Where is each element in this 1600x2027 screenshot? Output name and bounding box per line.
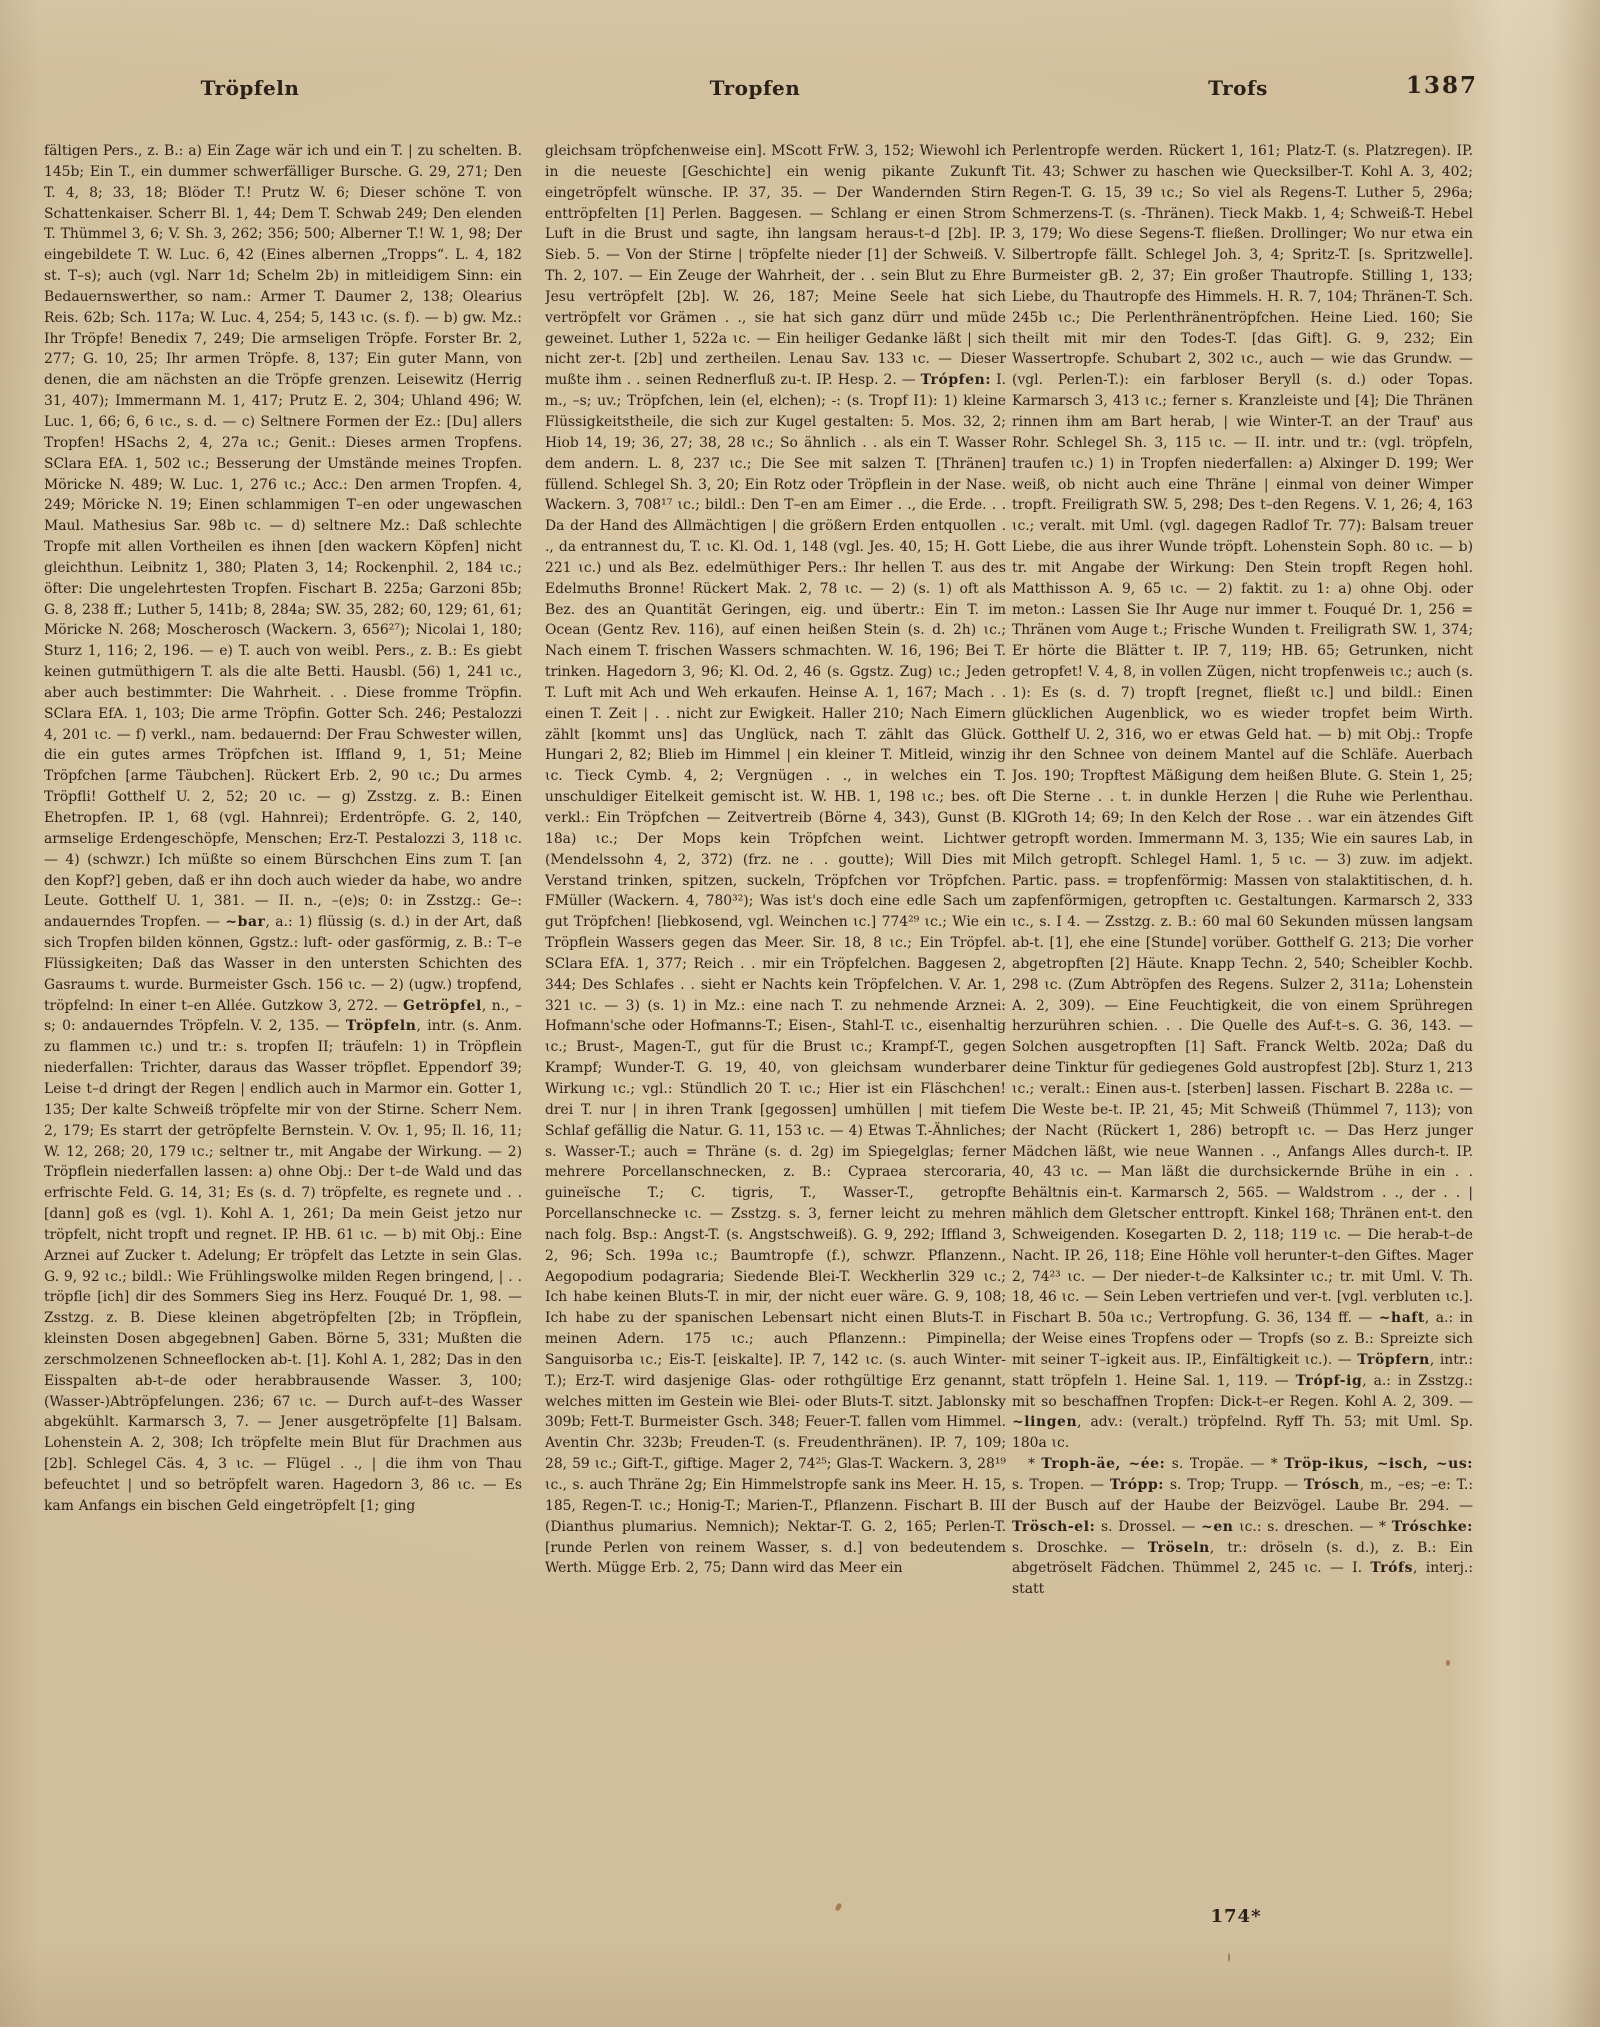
entry-headword: Tröp-ikus, ~isch, ~us: (1284, 1456, 1473, 1473)
running-head-right: Trofs (1208, 76, 1268, 100)
entry-headword: ~bar (225, 914, 266, 931)
entry-headword: Trópp: (1109, 1477, 1164, 1493)
body-text: , a.: 1) flüssig (s. d.) in der Art, daß sich Tropfen bilden können, Ggstz.: luft- oder gasförmig, z. B.: T–e Flüssigkeiten; Daß das Wasser in den untersten Schichten des Gasraums t. wurde. Burmeister Gsch. 156 ɩc. — 2) (ugw.) tropfend, tröpfelnd: In einer t–en Allée. Gutzkow 3, 272. — (44, 914, 522, 1014)
body-text: Perlentropfe werden. Rückert 1, 161; Platz-T. (s. Platzregen). IP. Tit. 43; Schwer zu haschen wie Quecksilber-T. Kohl A. 3, 402; Regen-T. G. 15, 39 ɩc.; So viel als Regens-T. Luther 5, 296a; Schmerzens-T. (s. -Thränen). Tieck Makb. 1, 4; Schweiß-T. Hebel 3, 179; Wo diese Segens-T. fließen. Drollinger; Wo nur etwa ein Silbertropfe fällt. Schlegel Joh. 3, 4; Spritz-T. [s. Spritzwelle]. Burmeister gB. 2, 37; Ein großer Thautropfe. Stilling 1, 133; Liebe, du Thautropfe des Himmels. H. R. 7, 104; Thränen-T. Sch. 245b ɩc.; Die Perlenthränentröpfchen. Heine Lied. 160; Sie theilt mit mir den Todes-T. [das Gift]. G. 9, 232; Ein Wassertropfe. Schubart 2, 302 ɩc., auch — wie das Grundw. — (vgl. Perlen-T.): ein farbloser Beryll (s. d.) oder Topas. Karmarsch 3, 413 ɩc.; ferner s. Kranzleiste und [4]; Die Thränen rinnen ihm am Bart herab, | wie Winter-T. an der Trauf' aus Rohr. Schlegel Sh. 3, 115 ɩc. — II. intr. und tr.: (vgl. tröpfeln, traufen ɩc.) 1) in Tropfen niederfallen: a) Alxinger D. 199; Wer weiß, ob nicht auch eine Thräne | einmal von deiner Wimper tropft. Freiligrath SW. 5, 298; Des t–den Regens. V. 1, 26; 4, 163 ɩc.; veralt. mit Uml. (vgl. dagegen Radlof Tr. 77): Balsam treuer Liebe, die aus ihrer Wunde tröpft. Lohenstein Soph. 80 ɩc. — b) tr. mit Angabe der Wirkung: Den Stein tropft Regen hohl. Matthisson A. 9, 65 ɩc. — 2) faktit. zu 1: a) ohne Obj. oder meton.: Lassen Sie Ihr Auge nur immer t. Fouqué Dr. 1, 256 = Thränen vom Auge t.; Frische Wunden t. Freiligrath SW. 1, 374; Er hörte die Blätter t. IP. 7, 119; HB. 65; Getrunken, nicht getropfet! V. 4, 8, in vollen Zügen, nicht tropfenweis ɩc.; auch (s. 1): Es (s. d. 7) tropft [regnet, fließt ɩc.] und bildl.: Einen glücklichen Augenblick, wo es wieder tropfet beim Wirth. Gotthelf U. 2, 316, wo er etwas Geld hat. — b) mit Obj.: Tropfe ihr den Schnee von deinem Mantel auf die Schläfe. Auerbach Jos. 190; Tropftest Mäßigung dem heißen Blute. G. Stein 1, 25; Die Sterne . . t. in dunkle Herzen | die Ruhe wie Perlenthau. KlGroth 14; 69; In den Kelch der Rose . . war ein ätzendes Gift getropft worden. Immermann M. 3, 135; Wie ein saures Lab, in Milch getropft. Schlegel Haml. 1, 5 ɩc. — 3) zuw. im adjekt. Partic. pass. = tropfenförmig: Massen von stalaktitischen, d. h. zapfenförmigen, getropften ɩc. Gestaltungen. Karmarsch 2, 333 ɩc., s. I 4. — Zsstzg. z. B.: 60 mal 60 Sekunden müssen langsam ab-t. [1], ehe eine [Stunde] vorüber. Gotthelf G. 213; Die vorher abgetropften [2] Häute. Knapp Techn. 2, 540; Scheibler Kochb. 298 ɩc. (Zum Abtröpfen des Regens. Sulzer 2, 311a; Lohenstein A. 2, 309). — Eine Feuchtigkeit, die von einem Sprühregen herzurühren schien. . . Die Quelle des Auf-t–s. G. 36, 143. — Solchen ausgetropften [1] Saft. Franck Weltb. 202a; Daß du deine Tinktur für gediegenes Gold austropfest [2b]. Sturz 1, 213 ɩc.; veralt.: Einen aus-t. [sterben] lassen. Fischart B. 228a ɩc. — Die Weste be-t. IP. 21, 45; Mit Schweiß (Thümmel 7, 113); von der Nacht (Rückert 1, 286) betropft ɩc. — Das Herz junger Mädchen läßt, wie neue Wannen . ., Anfangs Alles durch-t. IP. 40, 43 ɩc. — Man läßt die durchsickernde Brühe in ein . . Behältnis ein-t. Karmarsch 2, 565. — Waldstrom . ., der . . | mählich dem Gletscher enttropft. Kinkel 168; Thränen ent-t. den Schweigenden. Kosegarten D. 2, 118; 119 ɩc. — Die herab-t–de Nacht. IP. 26, 118; Eine Höhle voll herunter-t–den Giftes. Mager 2, 74²³ ɩc. — Der nieder-t–de Kalksinter ɩc.; tr. mit Uml. V. Th. 18, 46 ɩc. — Sein Leben vertriefen und ver-t. [vgl. verbluten ɩc.]. Fischart B. 50a ɩc.; Vertropfung. G. 36, 134 ff. — (1012, 143, 1473, 1327)
running-head-center: Tropfen (709, 76, 801, 100)
entry-headword: Getröpfel (403, 997, 482, 1014)
text-block (545, 141, 1006, 1579)
body-text: , intr.: statt tröpfeln 1. Heine Sal. 1, 119. — (1012, 1351, 1473, 1389)
entry-headword: ~en (1201, 1518, 1234, 1535)
body-text: ɩc.: s. dreschen. — * (1233, 1518, 1392, 1535)
text-column-center (545, 141, 1006, 1939)
entry-headword: Trófs (1370, 1560, 1414, 1577)
entry-headword: Trópf-ig (1295, 1372, 1363, 1389)
body-text: s. Tropen. — (1012, 1477, 1110, 1493)
body-text: , interj.: statt (1012, 1560, 1473, 1598)
entry-headword: Trópfen: (920, 372, 992, 389)
entry-headword: Trósch (1303, 1477, 1360, 1493)
body-text: , a.: in der Weise eines Tropfens oder — Tropfs (so z. B.: Spreizte sich mit seiner T–igkeit aus. IP., Einfältigkeit ɩc.). — (1012, 1310, 1473, 1368)
text-block (1012, 1454, 1473, 1600)
body-text: s. Droschke. — (1012, 1539, 1148, 1556)
scan-speck (1228, 1953, 1230, 1962)
body-text: , intr. (s. Anm. zu flammen ɩc.) und tr.: s. tropfen II; träufeln: 1) in Tröpflein niederfallen: Trichter, daraus das Wasser tröpflet. Eppendorf 39; Leise t–d dringt der Regen | endlich auch in Marmor ein. Gotter 1, 135; Der kalte Schweiß tröpfelte mir von der Stirne. Scherr Nem. 2, 179; Es starrt der getröpfelte Bernstein. V. Ov. 1, 95; Il. 16, 11; W. 12, 268; 20, 179 ɩc.; seltner tr., mit Angabe der Wirkung. — 2) Tröpflein niederfallen lassen: a) ohne Obj.: Der t–de Wald und das erfrischte Feld. G. 14, 31; Es (s. d. 7) tröpfelte, es regnete und . . [dann] goß es (vgl. 1). Kohl A. 1, 261; Da mein Geist jetzo nur tröpfelt, nicht tropft und regnet. IP. HB. 61 ɩc. — b) mit Obj.: Eine Arznei auf Zucker t. Adelung; Er tröpfelt das Letzte in sein Glas. G. 9, 92 ɩc.; bildl.: Wie Frühlingswolke milden Regen bringend, | . . tröpfle [ich] dir des Sommers Sieg ins Herz. Fouqué Dr. 1, 98. — Zsstzg. z. B. Diese kleinen abgetröpfelten [2b; in Tröpflein, kleinsten Dosen abgegebnen] Gaben. Börne 5, 331; Mußten die zerschmolzenen Schneeflocken ab-t. [1]. Kohl A. 1, 282; Das in den Eisspalten ab-t–de oder herabbrausende Wasser. 3, 100; (Wasser-)Abtröpfelungen. 236; 67 ɩc. — Durch auf-t–des Wasser abgekühlt. Karmarsch 3, 7. — Jener ausgetröpfelte [1] Balsam. Lohenstein A. 2, 308; Ich tröpfelte mein Blut für Drachmen aus [2b]. Schlegel Cäs. 4, 3 ɩc. — Flügel . ., | die ihm von Thau befeuchtet | und so betröpfelt waren. Hagedorn 3, 86 ɩc. — Es kam Anfangs ein bischen Geld eingetröpfelt [1; ging (44, 1018, 522, 1514)
body-text: , m., –es; –e: T.: der Busch auf der Haube der Beizvögel. Laube Br. 294. — (1012, 1477, 1473, 1514)
page-number: 1387 (1405, 72, 1478, 99)
text-block (44, 141, 522, 1517)
running-head-left: Tröpfeln (200, 76, 300, 100)
entry-headword: Tróschke: (1391, 1518, 1473, 1535)
text-column-left (44, 141, 522, 1939)
sheet-signature: 174* (1210, 1906, 1262, 1927)
body-text: , tr.: dröseln (s. d.), z. B.: Ein abgetröselt Fädchen. Thümmel 2, 245 ɩc. — I. (1012, 1539, 1473, 1577)
entry-headword: Trösch-el: (1012, 1518, 1096, 1535)
body-text: s. Trop; Trupp. — (1163, 1477, 1304, 1493)
body-text: s. Drossel. — (1095, 1518, 1202, 1535)
entry-headword: Tröseln (1147, 1539, 1210, 1556)
entry-headword: ~lingen (1012, 1414, 1078, 1431)
scan-speck (1446, 1660, 1450, 1666)
body-text: s. Tropäe. — * (1165, 1456, 1285, 1473)
body-text: , a.: in Zsstzg.: mit so beschaffnen Tropfen: Dick-t–er Regen. Kohl A. 2, 309. — (1012, 1372, 1473, 1410)
entry-headword: Troph-äe, ~ée: (1041, 1456, 1166, 1473)
body-text: , adv.: (veralt.) tröpfelnd. Ryff Th. 53; mit Uml. Sp. 180a ɩc. (1012, 1414, 1473, 1452)
entry-headword: Tröpfeln (345, 1018, 417, 1035)
body-text: , n., –s; 0: andauerndes Tröpfeln. V. 2, 135. — (44, 997, 522, 1035)
text-column-right (1012, 141, 1473, 1939)
body-text: * (1028, 1456, 1042, 1473)
text-block (1012, 141, 1473, 1454)
body-text: fältigen Pers., z. B.: a) Ein Zage wär ich und ein T. | zu schelten. B. 145b; Ein T., ein dummer schwerfälliger Bursche. G. 29, 271; Den T. 4, 8; 33, 18; Blöder T.! Prutz W. 6; Dieser schöne T. von Schattenkaiser. Scherr Bl. 1, 44; Dem T. Schwab 249; Den elenden T. Thümmel 3, 6; V. Sh. 3, 262; 356; 500; Alberner T.! W. 1, 98; Der eingebildete T. W. Luc. 6, 42 (Eines albernen „Tropps“. L. 4, 182 st. T–s); auch (vgl. Narr 1d; Schelm 2b) in mitleidigem Sinn: ein Bedauernswerther, so nam.: Armer T. Daumer 2, 138; Olearius Reis. 62b; Sch. 117a; W. Luc. 4, 254; 5, 143 ɩc. (s. f). — b) gw. Mz.: Ihr Tröpfe! Benedix 7, 249; Die armseligen Tröpfe. Forster Br. 2, 277; G. 10, 25; Ihr armen Tröpfe. 8, 137; Ein guter Mann, von denen, die am nächsten an die Tröpfe grenzen. Leisewitz (Herrig 31, 407); Immermann M. 1, 417; Prutz E. 2, 304; Uhland 496; W. Luc. 1, 66; 6, 6 ɩc., s. d. — c) Seltnere Formen der Ez.: [Du] allers Tropfen! HSachs 2, 4, 27a ɩc.; Genit.: Dieses armen Tropfens. SClara EfA. 1, 502 ɩc.; Besserung der Umstände meines Tropfen. Möricke N. 489; W. Luc. 1, 276 ɩc.; Acc.: Den armen Tropfen. 4, 249; Möricke N. 19; Einen schlammigen T–en oder ungewaschen Maul. Mathesius Sar. 98b ɩc. — d) seltnere Mz.: Daß schlechte Tropfe mit allen Vortheilen es ihnen [den wackern Köpfen] nicht gleichthun. Leibnitz 1, 380; Platen 3, 14; Rockenphil. 2, 184 ɩc.; öfter: Die ungelehrtesten Tropfen. Fischart B. 225a; Garzoni 85b; G. 8, 238 ff.; Luther 5, 141b; 8, 284a; SW. 35, 282; 60, 129; 61, 61; Möricke N. 268; Moscherosch (Wackern. 3, 656²⁷); Nicolai 1, 180; Sturz 1, 116; 2, 196. — e) T. auch von weibl. Pers., z. B.: Es giebt keinen gutmüthigern T. als die alte Betti. Hausbl. (56) 1, 241 ɩc., aber auch bestimmter: Die Wahrheit. . . Diese fromme Tröpfin. SClara EfA. 1, 103; Die arme Tröpfin. Gotter Sch. 246; Pestalozzi 4, 201 ɩc. — f) verkl., nam. bedauernd: Der Frau Schwester willen, die ein gutes armes Tröpfchen ist. Iffland 9, 1, 51; Meine Tröpfchen [arme Täubchen]. Rückert Erb. 2, 90 ɩc.; Du armes Tröpfli! Gotthelf U. 2, 52; 20 ɩc. — g) Zsstzg. z. B.: Einen Ehetropfen. IP. 1, 68 (vgl. Hahnrei); Erdentröpfe. G. 2, 140, armselige Erdengeschöpfe, Menschen; Erz-T. Pestalozzi 3, 118 ɩc. — 4) (schwzr.) Ich müßte so einem Bürschchen Eins zum T. [an den Kopf?] geben, daß er ihn doch auch wieder da habe, wo andre Leute. Gotthelf U. 1, 381. — II. n., –(e)s; 0: in Zsstzg.: Ge–: andauerndes Tropfen. — (44, 143, 522, 931)
entry-headword: ~haft (1378, 1310, 1425, 1327)
entry-headword: Tröpfern (1357, 1351, 1430, 1368)
body-text: gleichsam tröpfchenweise ein]. MScott FrW. 3, 152; Wiewohl ich in die neueste [Geschichte] ein wenig pikante Zukunft eingetröpfelt wünsche. IP. 37, 35. — Der Wandernden Stirn enttröpfelten [1] Perlen. Baggesen. — Schlang er einen Strom Luft in die Brust und sagte, ihn langsam heraus-t–d [2b]. IP. Sieb. 5. — Von der Stirne | tröpfelte nieder [1] der Schweiß. V. Th. 2, 107. — Ein Zeuge der Wahrheit, der . . sein Blut zu Ehre Jesu vertröpfelt [2b]. W. 26, 187; Meine Seele hat sich vertröpfelt vor Grämen . ., sie hat sich ganz dürr und müde geweinet. Luther 1, 522a ɩc. — Ein heiliger Gedanke läßt | sich nicht zer-t. [2b] und zertheilen. Lenau Sav. 133 ɩc. — Dieser mußte ihm . . seinen Rednerfluß zu-t. IP. Hesp. 2. — (545, 143, 1006, 389)
body-text: I. m., –s; uv.; Tröpfchen, lein (el, elchen); -: (s. Tropf I1): 1) kleine Flüssigkeitstheile, die sich zur Kugel gestalten: 5. Mos. 32, 2; Hiob 14, 19; 36, 27; 38, 28 ɩc.; So ähnlich . . als ein T. Wasser dem andern. L. 8, 237 ɩc.; Die See mit salzen T. [Thränen] füllend. Schlegel Sh. 3, 20; Ein Rotz oder Tröpflein in der Nase. Wackern. 3, 708¹⁷ ɩc.; bildl.: Den T–en am Eimer . ., die Erde. . . Da der Hand des Allmächtigen | die größern Erden entquollen . ., da entrannest du, T. ɩc. Kl. Od. 1, 148 (vgl. Jes. 40, 15; H. Gott 221 ɩc.) und als Bez. edelmüthiger Pers.: Ihr hellen T. aus des Edelmuths Bronne! Rückert Mak. 2, 78 ɩc. — 2) (s. 1) oft als Bez. des an Quantität Geringen, eig. und übertr.: Ein T. im Ocean (Gentz Rev. 116), auf einen heißen Stein (s. d. 2h) ɩc.; Nach einem T. frischen Wassers schmachten. W. 16, 196; Bei T. trinken. Hagedorn 3, 96; Kl. Od. 2, 46 (s. Ggstz. Zug) ɩc.; Jeden T. Luft mit Ach und Weh erkaufen. Heinse A. 1, 167; Mach . . einen T. Zeit | . . nicht zur Ewigkeit. Haller 210; Nach Eimern zählt [kommt uns] das Unglück, nach T. zählt das Glück. Hungari 2, 82; Blieb im Himmel | ein kleiner T. Mitleid, winzig ɩc. Tieck Cymb. 4, 2; Vergnügen . ., in welches ein T. unschuldiger Eitelkeit gemischt ist. W. HB. 1, 198 ɩc.; bes. oft verkl.: Ein Tröpfchen — Zeitvertreib (Börne 4, 343), Gunst (B. 18a) ɩc.; Der Mops kein Tröpfchen weint. Lichtwer (Mendelssohn 4, 2, 372) (frz. ne . . goutte); Will Dies mit Verstand trinken, spitzen, suckeln, Tröpfchen vor Tröpfchen. FMüller (Wackern. 4, 780³²); Was ist's doch eine edle Sach um gut Tröpfchen! [liebkosend, vgl. Weinchen ɩc.] 774²⁹ ɩc.; Wie ein Tröpflein Wassers gegen das Meer. Sir. 18, 8 ɩc.; Ein Tröpfel. SClara EfA. 1, 377; Reich . . mir ein Tröpfelchen. Baggesen 2, 344; Des Schlafes . . sieht er Nachts kein Tröpfelchen. V. Ar. 1, 321 ɩc. — 3) (s. 1) in Mz.: eine nach T. zu nehmende Arznei: Hofmann'sche oder Hofmanns-T.; Eisen-, Stahl-T. ɩc., eisenhaltig ɩc.; Brust-, Magen-T., gut für die Brust ɩc.; Krampf-T., gegen Krampf; Wunder-T. G. 19, 40, von gleichsam wunderbarer Wirkung ɩc.; vgl.: Stündlich 20 T. ɩc.; Hier ist ein Fläschchen! drei T. nur | in ihren Trank [gegossen] umhüllen | mit tiefem Schlaf gefällig die Natur. G. 11, 153 ɩc. — 4) Etwas T.-Ähnliches; s. Wasser-T.; auch = Thräne (s. d. 2g) im Spiegelglas; ferner mehrere Porcellanschnecken, z. B.: Cypraea stercoraria, guineïsche T.; C. tigris, T., Wasser-T., getropfte Porcellanschnecke ɩc. — Zsstzg. s. 3, ferner leicht zu mehren nach folg. Bsp.: Angst-T. (s. Angstschweiß). G. 9, 292; Iffland 3, 2, 96; Sch. 199a ɩc.; Baumtropfe (f.), schwzr. Pflanzenn., Aegopodium podagraria; Siedende Blei-T. Weckherlin 329 ɩc.; Ich habe keinen Bluts-T. in mir, der nicht euer wäre. G. 9, 108; Ich habe zu der spanischen Lebensart nicht einen Bluts-T. in meinen Adern. 175 ɩc.; auch Pflanzenn.: Pimpinella; Sanguisorba ɩc.; Eis-T. [eiskalte]. IP. 7, 142 ɩc. (s. auch Winter-T.); Erz-T. wird dasjenige Glas- oder rothgültige Erz genannt, welches mitten im Gestein wie Blei- oder Bluts-T. sitzt. Jablonsky 309b; Fett-T. Burmeister Gsch. 348; Feuer-T. fallen vom Himmel. Aventin Chr. 323b; Freuden-T. (s. Freudenthränen). IP. 7, 109; 28, 59 ɩc.; Gift-T., giftige. Mager 2, 74²⁵; Glas-T. Wackern. 3, 28¹⁹ ɩc., s. auch Thräne 2g; Ein Himmelstropfe sank ins Meer. H. 15, 185, Regen-T. ɩc.; Honig-T.; Marien-T., Pflanzenn. Fischart B. III (Dianthus plumarius. Nemnich); Nektar-T. G. 2, 165; Perlen-T. [runde Perlen von reinem Wasser, s. d.] von bedeutendem Werth. Mügge Erb. 2, 75; Dann wird das Meer ein (545, 372, 1006, 1577)
